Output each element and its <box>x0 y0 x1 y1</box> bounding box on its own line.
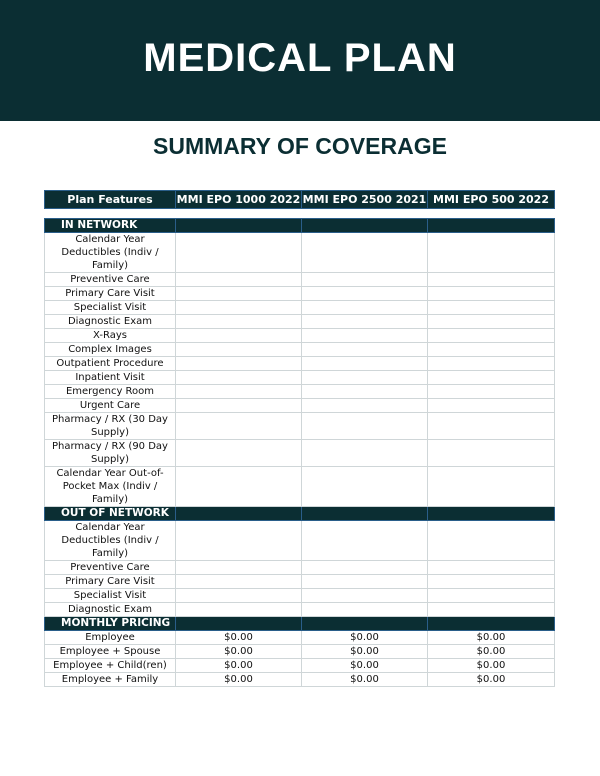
plan-feature-label: Pharmacy / RX (30 Day Supply) <box>45 413 176 440</box>
plan-value-cell: $0.00 <box>176 673 302 687</box>
section-header-cell <box>428 507 555 521</box>
plan-feature-label: Outpatient Procedure <box>45 357 176 371</box>
plan-value-cell <box>428 467 555 507</box>
plan-value-cell <box>176 467 302 507</box>
plan-value-cell <box>302 521 428 561</box>
plan-feature-label: Complex Images <box>45 343 176 357</box>
plan-value-cell: $0.00 <box>176 631 302 645</box>
coverage-table <box>44 218 555 687</box>
plan-value-cell <box>428 603 555 617</box>
plan-value-cell <box>176 521 302 561</box>
plan-value-cell <box>176 589 302 603</box>
plan-feature-label: Calendar Year Out-of-Pocket Max (Indiv / Family) <box>45 467 176 507</box>
table-row <box>45 575 555 589</box>
table-row <box>45 561 555 575</box>
section-header-in-network <box>45 219 555 233</box>
plan-feature-label: Preventive Care <box>45 273 176 287</box>
plan-feature-label: Specialist Visit <box>45 589 176 603</box>
plan-value-cell <box>428 589 555 603</box>
plan-value-cell: $0.00 <box>428 659 555 673</box>
plan-value-cell <box>428 357 555 371</box>
section-header-monthly-pricing <box>45 617 555 631</box>
plan-value-cell <box>428 440 555 467</box>
section-title: OUT OF NETWORK <box>45 507 176 521</box>
table-row <box>45 385 555 399</box>
plan-value-cell <box>302 357 428 371</box>
table-row <box>45 440 555 467</box>
plan-value-cell <box>428 399 555 413</box>
plan-value-cell <box>428 413 555 440</box>
plan-feature-label: Employee <box>45 631 176 645</box>
section-header-cell <box>176 617 302 631</box>
plan-value-cell <box>428 385 555 399</box>
plan-value-cell <box>428 287 555 301</box>
plan-value-cell <box>428 329 555 343</box>
table-row <box>45 659 555 673</box>
plan-value-cell <box>176 575 302 589</box>
table-row <box>45 233 555 273</box>
plan-value-cell: $0.00 <box>428 645 555 659</box>
plan-feature-label: Urgent Care <box>45 399 176 413</box>
section-title: MONTHLY PRICING <box>45 617 176 631</box>
plan-feature-label: Employee + Family <box>45 673 176 687</box>
plan-value-cell <box>302 385 428 399</box>
plan-feature-label: Specialist Visit <box>45 301 176 315</box>
section-header-out-of-network <box>45 507 555 521</box>
plan-value-cell <box>428 273 555 287</box>
column-header-plan-3: MMI EPO 500 2022 <box>428 191 555 209</box>
plan-feature-label: X-Rays <box>45 329 176 343</box>
plan-value-cell <box>176 371 302 385</box>
plan-value-cell <box>302 301 428 315</box>
column-header-table <box>44 190 555 209</box>
coverage-table-body <box>45 219 555 687</box>
table-row <box>45 589 555 603</box>
plan-value-cell <box>176 385 302 399</box>
plan-value-cell: $0.00 <box>302 631 428 645</box>
plan-value-cell <box>428 371 555 385</box>
plan-value-cell <box>176 413 302 440</box>
plan-value-cell <box>302 371 428 385</box>
table-row <box>45 371 555 385</box>
section-header-cell <box>302 617 428 631</box>
plan-value-cell <box>302 413 428 440</box>
plan-value-cell <box>176 233 302 273</box>
plan-feature-label: Employee + Spouse <box>45 645 176 659</box>
plan-value-cell <box>176 603 302 617</box>
plan-feature-label: Emergency Room <box>45 385 176 399</box>
table-row <box>45 273 555 287</box>
plan-value-cell <box>428 233 555 273</box>
table-row <box>45 357 555 371</box>
plan-value-cell <box>302 329 428 343</box>
plan-value-cell <box>428 315 555 329</box>
plan-feature-label: Diagnostic Exam <box>45 315 176 329</box>
plan-value-cell <box>428 301 555 315</box>
plan-value-cell <box>302 561 428 575</box>
plan-value-cell: $0.00 <box>302 673 428 687</box>
section-header-cell <box>302 219 428 233</box>
plan-value-cell <box>302 315 428 329</box>
plan-feature-label: Primary Care Visit <box>45 287 176 301</box>
plan-feature-label: Inpatient Visit <box>45 371 176 385</box>
plan-value-cell <box>176 329 302 343</box>
plan-value-cell <box>176 301 302 315</box>
section-header-cell <box>302 507 428 521</box>
plan-value-cell <box>176 273 302 287</box>
plan-value-cell <box>176 440 302 467</box>
table-row <box>45 413 555 440</box>
plan-value-cell: $0.00 <box>302 645 428 659</box>
page-subtitle: SUMMARY OF COVERAGE <box>153 133 447 159</box>
plan-value-cell <box>302 575 428 589</box>
plan-value-cell <box>176 399 302 413</box>
title-banner <box>0 0 600 121</box>
plan-value-cell: $0.00 <box>176 659 302 673</box>
plan-feature-label: Calendar Year Deductibles (Indiv / Family) <box>45 233 176 273</box>
section-title: IN NETWORK <box>45 219 176 233</box>
plan-feature-label: Calendar Year Deductibles (Indiv / Family) <box>45 521 176 561</box>
plan-feature-label: Pharmacy / RX (90 Day Supply) <box>45 440 176 467</box>
table-row <box>45 301 555 315</box>
section-header-cell <box>176 219 302 233</box>
plan-value-cell <box>302 343 428 357</box>
plan-value-cell <box>302 233 428 273</box>
table-row <box>45 603 555 617</box>
plan-value-cell: $0.00 <box>428 673 555 687</box>
table-row <box>45 399 555 413</box>
plan-value-cell <box>302 467 428 507</box>
plan-value-cell <box>428 521 555 561</box>
table-row <box>45 673 555 687</box>
plan-value-cell <box>176 287 302 301</box>
section-header-cell <box>428 219 555 233</box>
column-header-plan-2: MMI EPO 2500 2021 <box>302 191 428 209</box>
plan-value-cell <box>302 603 428 617</box>
table-row <box>45 315 555 329</box>
plan-value-cell: $0.00 <box>302 659 428 673</box>
table-row <box>45 287 555 301</box>
plan-value-cell <box>302 399 428 413</box>
section-header-cell <box>428 617 555 631</box>
plan-feature-label: Preventive Care <box>45 561 176 575</box>
plan-value-cell <box>302 273 428 287</box>
plan-value-cell <box>302 589 428 603</box>
column-header-plan-1: MMI EPO 1000 2022 <box>176 191 302 209</box>
page-title: MEDICAL PLAN <box>143 36 457 80</box>
plan-value-cell <box>176 343 302 357</box>
plan-feature-label: Employee + Child(ren) <box>45 659 176 673</box>
plan-value-cell <box>176 357 302 371</box>
table-row <box>45 329 555 343</box>
plan-value-cell <box>428 343 555 357</box>
plan-value-cell <box>428 561 555 575</box>
table-row <box>45 343 555 357</box>
table-row <box>45 521 555 561</box>
plan-value-cell: $0.00 <box>176 645 302 659</box>
plan-feature-label: Primary Care Visit <box>45 575 176 589</box>
plan-value-cell <box>302 287 428 301</box>
plan-value-cell <box>176 315 302 329</box>
section-header-cell <box>176 507 302 521</box>
table-row <box>45 631 555 645</box>
table-row <box>45 645 555 659</box>
plan-value-cell <box>428 575 555 589</box>
table-row <box>45 467 555 507</box>
column-header-plan-features: Plan Features <box>45 191 176 209</box>
plan-value-cell: $0.00 <box>428 631 555 645</box>
plan-feature-label: Diagnostic Exam <box>45 603 176 617</box>
column-header-row <box>45 191 555 209</box>
plan-value-cell <box>302 440 428 467</box>
plan-value-cell <box>176 561 302 575</box>
